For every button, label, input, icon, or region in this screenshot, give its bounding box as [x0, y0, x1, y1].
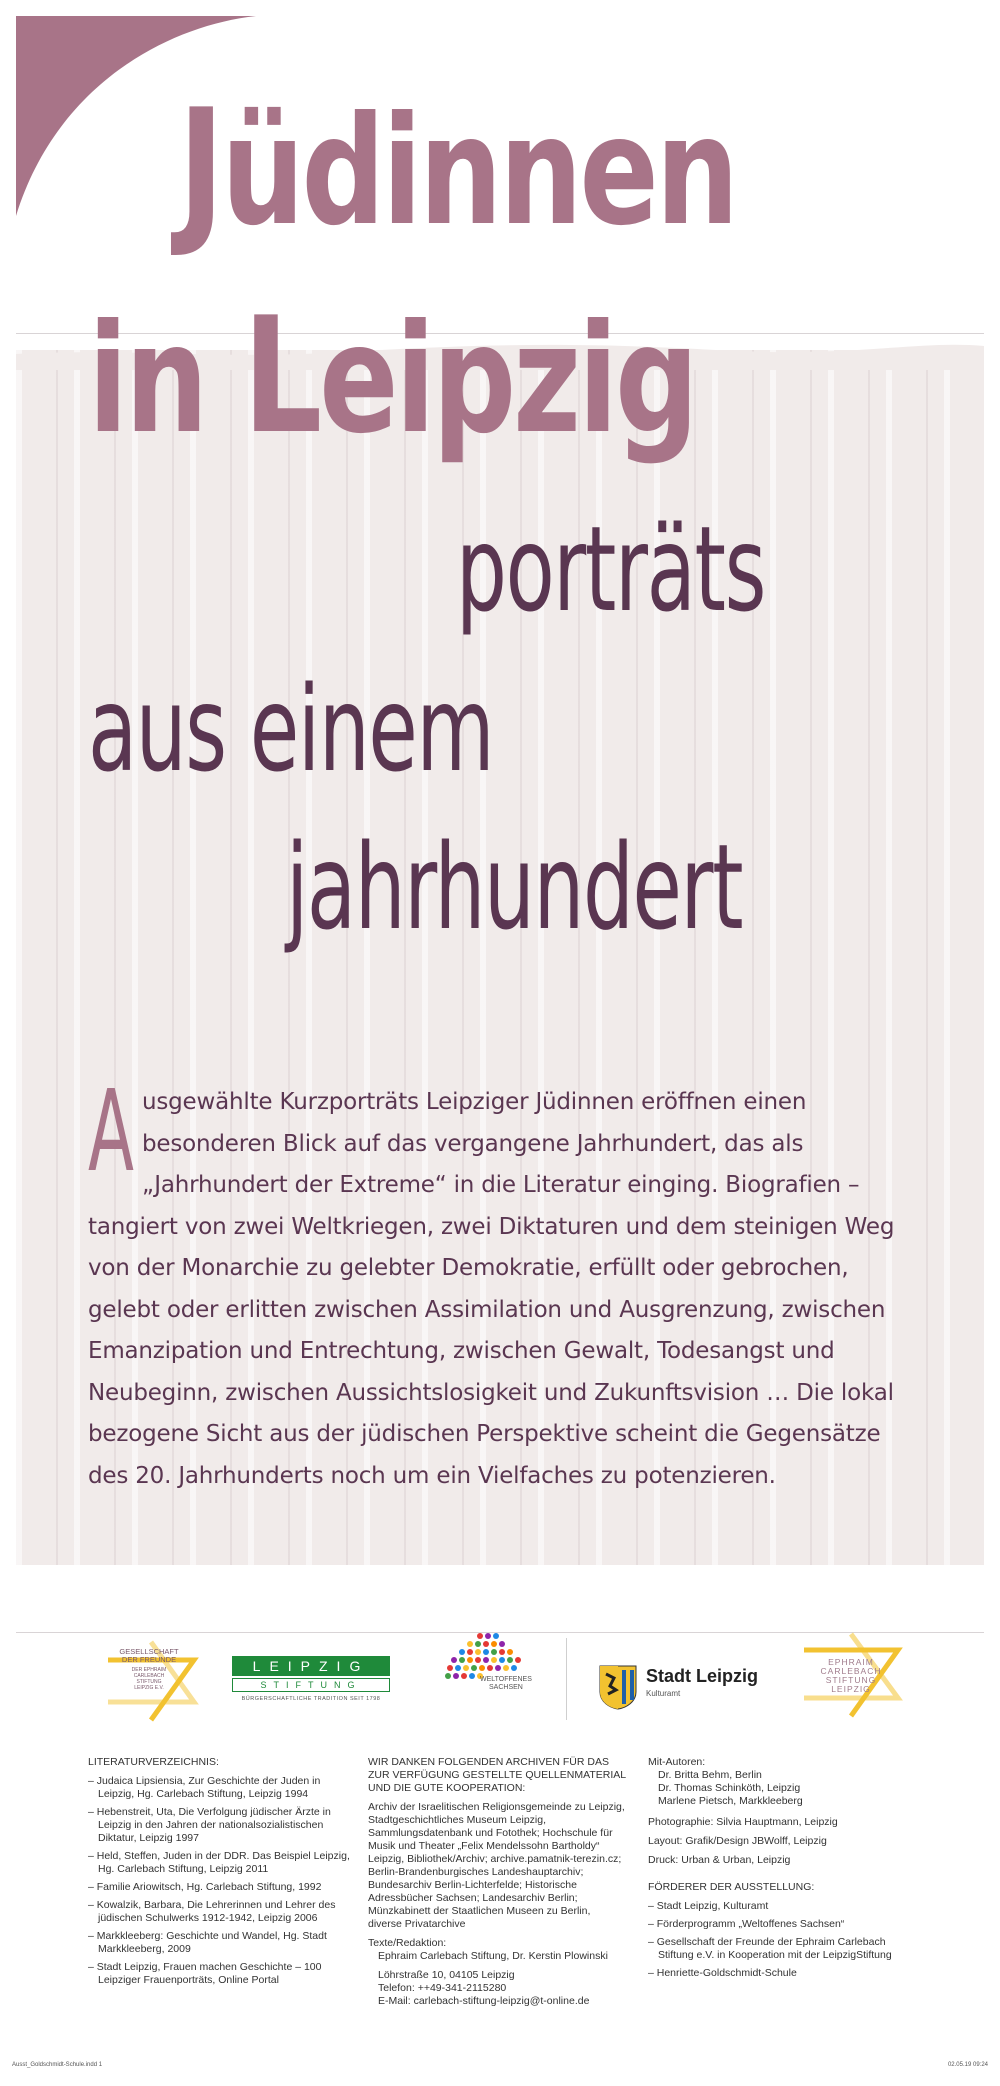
- author-name: Marlene Pietsch, Markkleeberg: [658, 1795, 803, 1807]
- weltoffen-line-2: SACHSEN: [489, 1684, 523, 1691]
- gesellschaft-line-4: CARLEBACH: [133, 1673, 165, 1679]
- stadt-leipzig-sub: Kulturamt: [646, 1689, 681, 1698]
- print-credit: Druck: Urban & Urban, Leipzig: [648, 1854, 791, 1866]
- literature-item: – Stadt Leipzig, Frauen machen Geschichte – 100 Leipziger Frauenporträts, Online Portal: [88, 1961, 322, 1986]
- literature-item: – Held, Steffen, Juden in der DDR. Das Beispiel Leipzig, Hg. Carlebach Stiftung, Leipzig 2011: [88, 1850, 350, 1875]
- leipzig-stiftung-name: LEIPZIG: [232, 1656, 390, 1676]
- stadt-leipzig-logo: [598, 1664, 773, 1764]
- literature-item: – Markkleeberg: Geschichte und Wandel, Hg. Stadt Markkleeberg, 2009: [88, 1930, 327, 1955]
- title-line-1: [178, 74, 736, 261]
- gesellschaft-der-freunde-logo: [96, 1640, 206, 1740]
- logo-separator: [566, 1638, 567, 1720]
- title-initial-l: L: [242, 282, 320, 469]
- carlebach-line-4: LEIPZIG: [831, 1684, 871, 1694]
- literature-column: [88, 1756, 350, 1992]
- editors-label: Texte/Redaktion:: [368, 1937, 447, 1949]
- leipzig-stiftung-logo: [232, 1656, 390, 1756]
- literature-heading: LITERATURVERZEICHNIS:: [88, 1756, 219, 1768]
- gesellschaft-line-5: STIFTUNG: [136, 1679, 162, 1685]
- stadt-leipzig-name: Stadt Leipzig: [646, 1666, 758, 1686]
- author-name: Dr. Thomas Schinköth, Leipzig: [658, 1782, 801, 1794]
- gesellschaft-line-1: GESELLSCHAFT: [119, 1647, 179, 1656]
- sponsor-item: – Förderprogramm „Weltoffenes Sachsen“: [648, 1918, 845, 1930]
- sponsor-item: – Gesellschaft der Freunde der Ephraim Carlebach Stiftung e.V. in Kooperation mit der LeipzigStiftung: [648, 1936, 892, 1961]
- intro-dropcap: A: [88, 1067, 134, 1197]
- thanks-column: [368, 1756, 626, 2008]
- literature-item: – Familie Ariowitsch, Hg. Carlebach Stiftung, 1992: [88, 1881, 322, 1893]
- print-timestamp: 02.05.19 09:24: [947, 2062, 988, 2068]
- archives-text: Archiv der Israelitischen Religionsgemeinde zu Leipzig, Stadtgeschichtliches Museum Leipzig, Sammlungsdatenbank und Fotothek; Hochschule für Musik und Theater „Felix Mendelssohn Bartholdy“ Leipzig, Bibliothek/Archiv; archive.pamatnik-terezin.cz; Berlin-Brandenburgisches Landeshauptarchiv; Bundesarchiv Berlin-Lichterfelde; Historische Adressbücher Sachsen; Landesarchiv Berlin; Münzkabinett der Staatlichen Museen zu Berlin, diverse Privatarchive: [368, 1801, 625, 1930]
- layout-credit: Layout: Grafik/Design JBWolff, Leipzig: [648, 1835, 827, 1847]
- intro-paragraph: [88, 1067, 904, 1497]
- carlebach-line-3: STIFTUNG: [825, 1675, 877, 1685]
- credits-column: [648, 1756, 906, 1985]
- sponsors-heading: FÖRDERER DER AUSSTELLUNG:: [648, 1881, 815, 1893]
- subtitle-line-2: aus einem: [88, 660, 494, 798]
- weltoffen-line-1: WELTOFFENES: [480, 1676, 532, 1683]
- sponsor-item: – Stadt Leipzig, Kulturamt: [648, 1900, 769, 1912]
- subtitle-line-1: porträts: [456, 500, 766, 638]
- gesellschaft-line-2: DER FREUNDE: [121, 1655, 177, 1664]
- title-word-in: in: [88, 293, 206, 467]
- weltoffenes-sachsen-logo: [440, 1630, 540, 1730]
- email-text: E-Mail: carlebach-stiftung-leipzig@t-online.de: [378, 1995, 590, 2007]
- print-file-label: Ausst_Goldschmidt-Schule.indd 1: [12, 2062, 103, 2068]
- title-word-leipzig: eipzig: [319, 293, 696, 467]
- title-initial-j: J: [178, 74, 222, 261]
- literature-item: – Judaica Lipsiensia, Zur Geschichte der Juden in Leipzig, Hg. Carlebach Stiftung, Leipzig 1994: [88, 1775, 321, 1800]
- ephraim-carlebach-stiftung-logo: [796, 1632, 906, 1732]
- address-text: Löhrstraße 10, 04105 Leipzig: [378, 1969, 515, 1981]
- subtitle-line-3: jahrhundert: [286, 818, 743, 956]
- carlebach-line-1: EPHRAIM: [828, 1657, 874, 1667]
- literature-item: – Hebenstreit, Uta, Die Verfolgung jüdischer Ärzte in Leipzig in den Jahren der nationalsozialistischen Diktatur, Leipzig 1997: [88, 1806, 331, 1844]
- sponsor-item: – Henriette-Goldschmidt-Schule: [648, 1967, 797, 1979]
- city-crest-icon: [598, 1664, 638, 1710]
- gesellschaft-line-3: DER EPHRAIM: [131, 1667, 167, 1673]
- title-word-juedinnen: üdinnen: [221, 85, 736, 259]
- title-line-2: [88, 282, 696, 469]
- phone-text: Telefon: ++49-341-2115280: [378, 1982, 507, 1994]
- photo-credit: Photographie: Silvia Hauptmann, Leipzig: [648, 1816, 838, 1828]
- intro-text: usgewählte Kurzporträts Leipziger Jüdinnen eröffnen einen besonderen Blick auf das vergangene Jahrhundert, das als „Jahrhundert der Extreme“ in die Literatur einging. Biografien – tangiert von zwei Weltkriegen, zwei Diktaturen und dem steinigen Weg von der Monarchie zu gelebter Demokratie, erfüllt oder gebrochen, gelebt oder erlitten zwischen Assimilation und Ausgrenzung, zwischen Emanzipation und Entrechtung, zwischen Gewalt, Todesangst und Neubeginn, zwischen Aussichtslosigkeit und Zukunftsvision … Die lokal bezogene Sicht aus der jüdischen Perspektive scheint die Gegensätze des 20. Jahrhunderts noch um ein Vielfaches zu potenzieren.: [88, 1089, 895, 1489]
- literature-item: – Kowalzik, Barbara, Die Lehrerinnen und Lehrer des jüdischen Schulwerks 1912-1942, Leipzig 2006: [88, 1899, 336, 1924]
- sponsors-list: [648, 1900, 906, 1980]
- literature-list: [88, 1775, 350, 1987]
- author-name: Dr. Britta Behm, Berlin: [658, 1769, 762, 1781]
- leipzig-stiftung-tagline: BÜRGERSCHAFTLICHE TRADITION SEIT 1798: [241, 1696, 381, 1702]
- thanks-heading: WIR DANKEN FOLGENDEN ARCHIVEN FÜR DAS ZUR VERFÜGUNG GESTELLTE QUELLENMATERIAL UND DIE GUTE KOOPERATION:: [368, 1756, 626, 1794]
- gesellschaft-line-6: LEIPZIG E.V.: [134, 1685, 164, 1691]
- authors-label: Mit-Autoren:: [648, 1756, 706, 1768]
- editors-text: Ephraim Carlebach Stiftung, Dr. Kerstin Plowinski: [378, 1950, 608, 1962]
- carlebach-line-2: CARLEBACH: [820, 1666, 882, 1676]
- leipzig-stiftung-sub: STIFTUNG: [232, 1678, 390, 1692]
